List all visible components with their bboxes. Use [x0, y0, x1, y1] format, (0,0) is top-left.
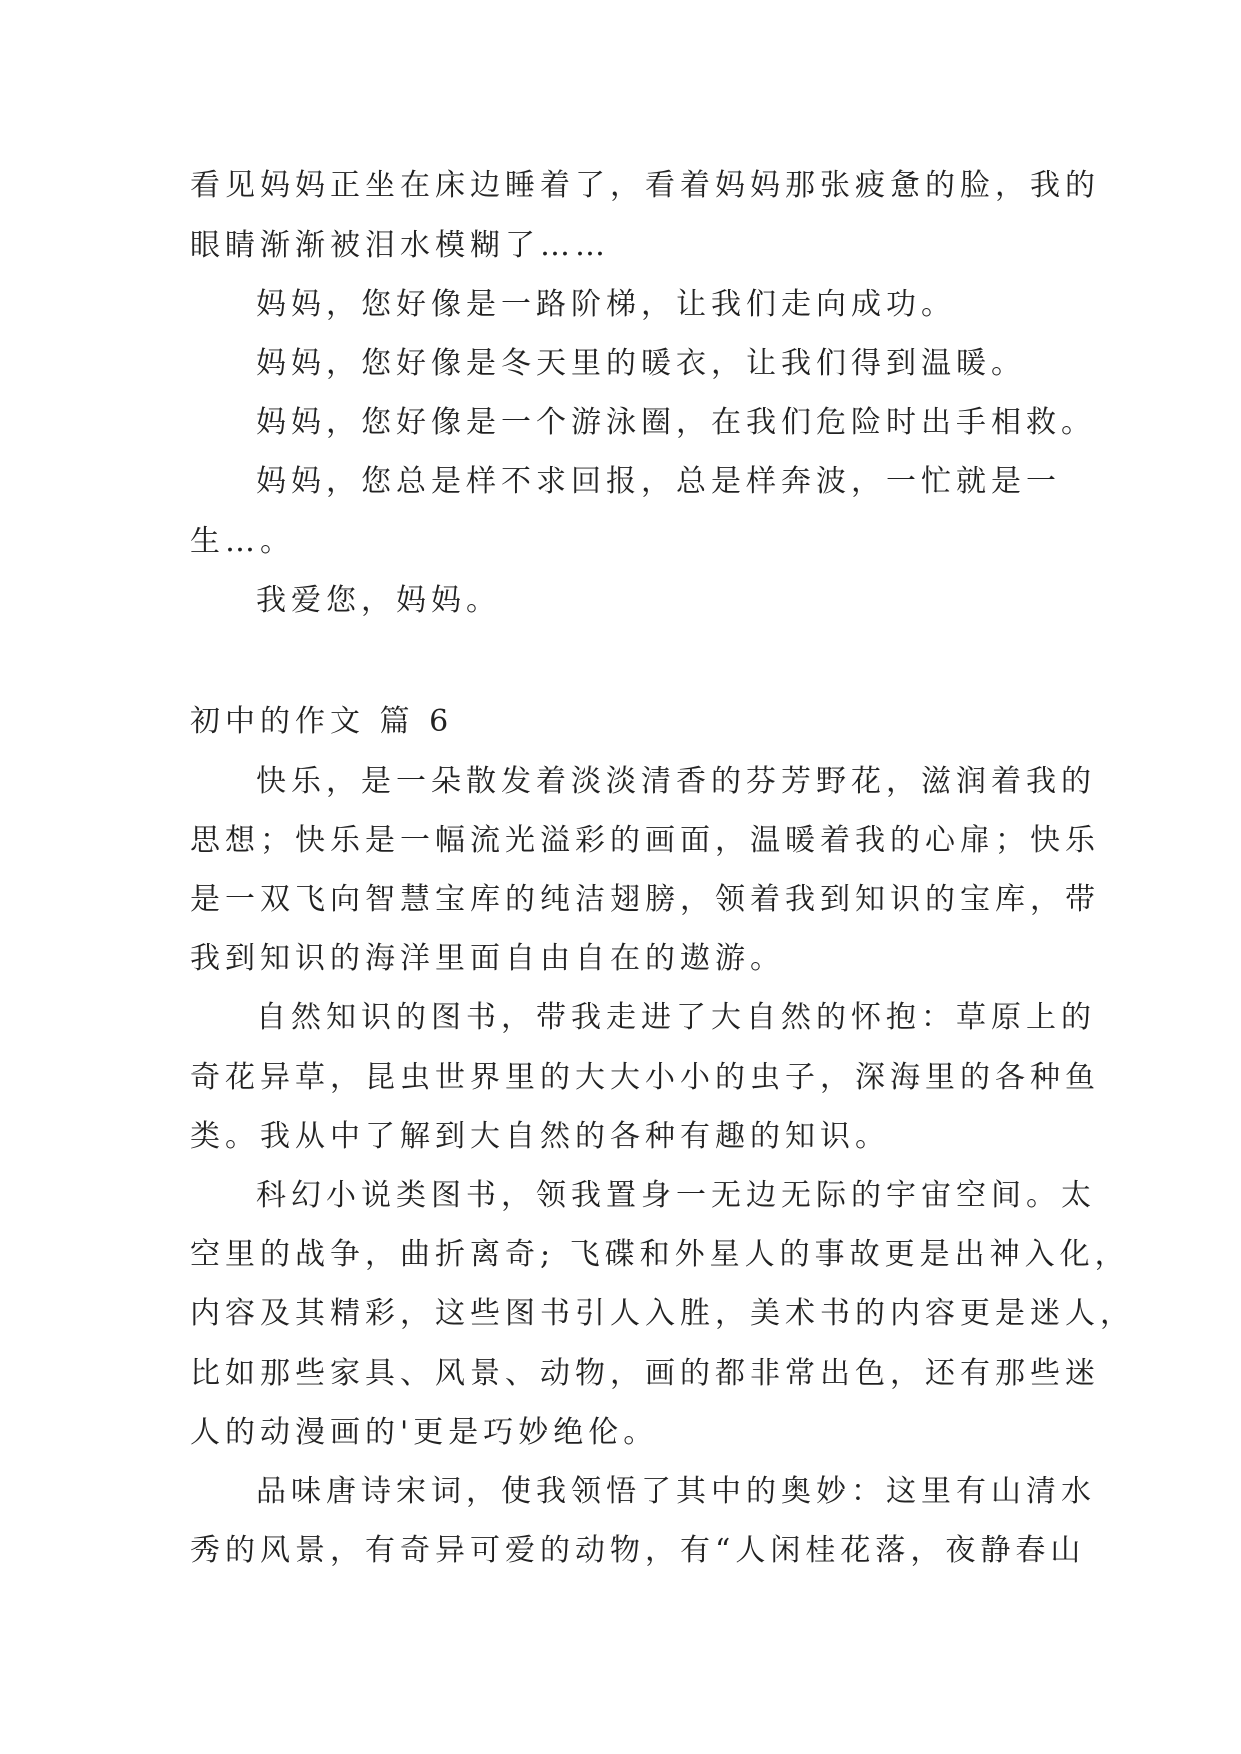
paragraph-line: 妈妈，您总是样不求回报，总是样奔波，一忙就是一: [256, 464, 1061, 499]
paragraph-line: 妈妈，您好像是冬天里的暖衣，让我们得到温暖。: [256, 346, 1026, 381]
paragraph-line: 我爱您，妈妈。: [256, 583, 501, 618]
text-line: 类。我从中了解到大自然的各种有趣的知识。: [190, 1119, 890, 1154]
text-line: 空里的战争，曲折离奇; 飞碟和外星人的事故更是出神入化，: [190, 1237, 1130, 1272]
text-line: 比如那些家具、风景、动物，画的都非常出色，还有那些迷: [190, 1356, 1100, 1391]
text-line: 奇花异草，昆虫世界里的大大小小的虫子，深海里的各种鱼: [190, 1060, 1100, 1095]
text-line: 内容及其精彩，这些图书引人入胜，美术书的内容更是迷人，: [190, 1296, 1135, 1331]
text-line: 秀的风景，有奇异可爱的动物，有“人闲桂花落，夜静春山: [190, 1533, 1086, 1568]
paragraph-line: 妈妈，您好像是一路阶梯，让我们走向成功。: [256, 287, 956, 322]
text-line: 是一双飞向智慧宝库的纯洁翅膀，领着我到知识的宝库，带: [190, 882, 1100, 917]
paragraph-line: 快乐，是一朵散发着淡淡清香的芬芳野花，滋润着我的: [256, 764, 1096, 799]
paragraph-line: 科幻小说类图书，领我置身一无边无际的宇宙空间。太: [256, 1178, 1096, 1213]
section-heading: 初中的作文 篇 6: [190, 704, 454, 739]
text-line: 我到知识的海洋里面自由自在的遨游。: [190, 941, 785, 976]
text-line: 生…。: [190, 524, 295, 559]
text-line: 思想；快乐是一幅流光溢彩的画面，温暖着我的心扉；快乐: [190, 823, 1100, 858]
text-line: 眼睛渐渐被泪水模糊了……: [190, 228, 610, 263]
text-line: 看见妈妈正坐在床边睡着了，看着妈妈那张疲惫的脸，我的: [190, 168, 1100, 203]
paragraph-line: 妈妈，您好像是一个游泳圈，在我们危险时出手相救。: [256, 405, 1096, 440]
paragraph-line: 品味唐诗宋词，使我领悟了其中的奥妙：这里有山清水: [256, 1474, 1096, 1509]
text-line: 人的动漫画的'更是巧妙绝伦。: [190, 1415, 659, 1450]
paragraph-line: 自然知识的图书，带我走进了大自然的怀抱：草原上的: [256, 1000, 1096, 1035]
